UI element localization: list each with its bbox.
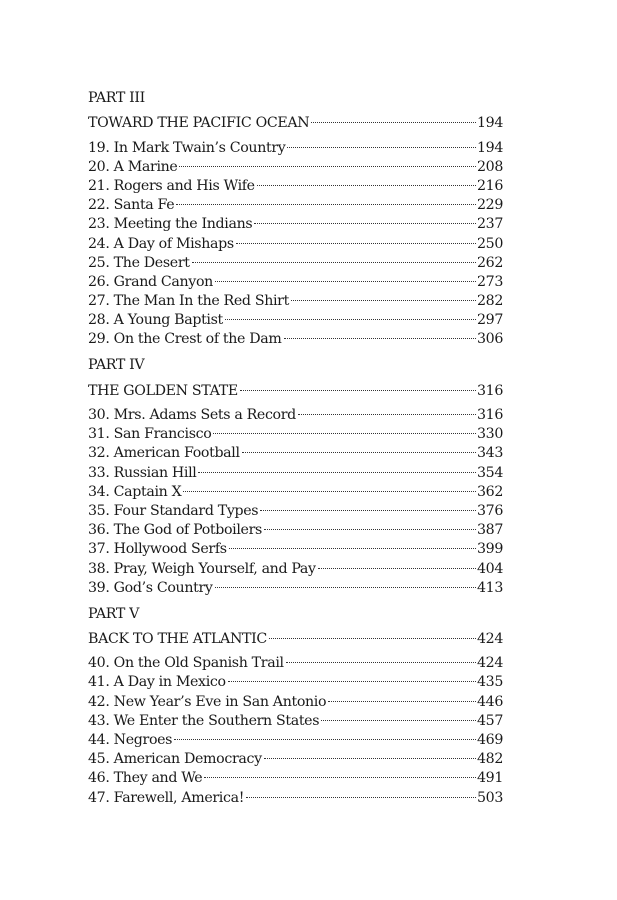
page-number: 262 <box>476 254 503 271</box>
page-number: 376 <box>476 502 503 519</box>
part-title: THE GOLDEN STATE <box>88 382 238 399</box>
chapter-title: 41. A Day in Mexico <box>88 674 226 691</box>
dot-leader <box>269 624 476 643</box>
page-number: 208 <box>476 158 503 175</box>
page-number: 237 <box>476 216 503 233</box>
page-number: 250 <box>476 235 503 252</box>
part-title: TOWARD THE PACIFIC OCEAN <box>88 115 310 132</box>
chapter-title: 37. Hollywood Serfs <box>88 541 227 558</box>
chapter-title: 29. On the Crest of the Dam <box>88 331 282 348</box>
chapter-title: 44. Negroes <box>88 732 173 748</box>
dot-leader <box>246 782 476 801</box>
part-title-entry <box>88 108 503 132</box>
dot-leader <box>260 496 476 515</box>
dot-leader <box>213 419 476 438</box>
part-label: PART V <box>88 605 140 622</box>
dot-leader <box>287 132 476 151</box>
page-number: 404 <box>476 560 503 577</box>
chapter-title: 47. Farewell, America! <box>88 789 245 806</box>
page-number: 469 <box>476 732 503 748</box>
chapter-title: 38. Pray, Weigh Yourself, and Pay <box>88 560 316 577</box>
dot-leader <box>240 376 476 395</box>
page-number: 343 <box>476 445 503 462</box>
dot-leader <box>254 209 476 228</box>
page-number: 316 <box>476 382 503 399</box>
part-label: PART IV <box>88 357 145 374</box>
chapter-title: 21. Rogers and His Wife <box>88 177 255 194</box>
toc-chapter-entry <box>88 400 503 423</box>
dot-leader <box>198 457 475 476</box>
page-number: 273 <box>476 273 503 290</box>
page-number: 457 <box>476 712 503 729</box>
dot-leader <box>257 171 476 190</box>
dot-leader <box>242 438 476 457</box>
page-number: 446 <box>476 693 503 710</box>
page-number: 229 <box>476 197 503 214</box>
part-label: PART III <box>88 90 145 106</box>
dot-leader <box>264 515 476 534</box>
dot-leader <box>321 706 476 725</box>
page-number: 482 <box>476 751 503 768</box>
page-number: 424 <box>476 631 503 648</box>
dot-leader <box>236 228 476 247</box>
dot-leader <box>192 248 476 267</box>
page-number: 330 <box>476 426 503 443</box>
chapter-title: 20. A Marine <box>88 158 178 175</box>
page-number: 399 <box>476 541 503 558</box>
part-title-entry <box>88 376 503 399</box>
dot-leader <box>328 686 476 705</box>
dot-leader <box>229 534 476 553</box>
page-number: 491 <box>476 770 503 787</box>
page-number: 216 <box>476 177 503 194</box>
part-title: BACK TO THE ATLANTIC <box>88 631 267 648</box>
page-number: 387 <box>476 522 503 539</box>
chapter-title: 32. American Football <box>88 445 240 462</box>
chapter-title: 27. The Man In the Red Shirt <box>88 293 289 310</box>
page-number: 282 <box>476 293 503 310</box>
page-number: 297 <box>476 312 503 329</box>
dot-leader <box>176 190 476 209</box>
chapter-title: 45. American Democracy <box>88 751 262 768</box>
chapter-title: 40. On the Old Spanish Trail <box>88 655 284 672</box>
chapter-title: 42. New Year’s Eve in San Antonio <box>88 693 327 710</box>
dot-leader <box>298 400 476 419</box>
chapter-title: 31. San Francisco <box>88 426 212 443</box>
toc-part-section <box>88 89 503 348</box>
page-number: 354 <box>476 464 503 481</box>
dot-leader <box>183 477 476 496</box>
toc-part-section <box>88 605 503 806</box>
dot-leader <box>174 725 476 744</box>
dot-leader <box>179 152 476 171</box>
dot-leader <box>204 763 476 782</box>
dot-leader <box>286 648 476 667</box>
page-number: 362 <box>476 483 503 500</box>
dot-leader <box>311 108 476 127</box>
chapter-title: 39. God’s Country <box>88 579 213 596</box>
chapter-title: 22. Santa Fe <box>88 197 175 214</box>
page-number: 503 <box>476 789 503 806</box>
chapter-title: 23. Meeting the Indians <box>88 216 253 233</box>
chapter-title: 26. Grand Canyon <box>88 273 213 290</box>
dot-leader <box>225 305 476 324</box>
part-title-entry <box>88 624 503 648</box>
dot-leader <box>291 286 476 305</box>
dot-leader <box>215 573 476 592</box>
toc-chapter-entry <box>88 648 503 672</box>
table-of-contents <box>88 89 503 807</box>
chapter-title: 35. Four Standard Types <box>88 502 259 519</box>
page-number: 316 <box>476 407 503 423</box>
dot-leader <box>318 553 476 572</box>
chapter-title: 30. Mrs. Adams Sets a Record <box>88 407 296 423</box>
chapter-title: 34. Captain X <box>88 483 182 500</box>
dot-leader <box>215 267 476 286</box>
page-number: 424 <box>476 655 503 672</box>
toc-chapter-entry <box>88 132 503 156</box>
chapter-title: 43. We Enter the Southern States <box>88 712 320 729</box>
page-number: 194 <box>476 139 503 156</box>
chapter-title: 36. The God of Potboilers <box>88 522 262 539</box>
chapter-title: 46. They and We <box>88 770 203 787</box>
chapter-title: 28. A Young Baptist <box>88 312 223 329</box>
page-number: 194 <box>476 115 503 132</box>
page-number: 306 <box>476 331 503 348</box>
page-number: 413 <box>476 579 503 596</box>
chapter-title: 24. A Day of Mishaps <box>88 235 234 252</box>
chapter-title: 25. The Desert <box>88 254 190 271</box>
toc-part-section <box>88 356 503 596</box>
page-number: 435 <box>476 674 503 691</box>
dot-leader <box>228 667 476 686</box>
dot-leader <box>284 324 476 343</box>
dot-leader <box>264 744 476 763</box>
chapter-title: 19. In Mark Twain’s Country <box>88 139 286 156</box>
chapter-title: 33. Russian Hill <box>88 464 197 481</box>
